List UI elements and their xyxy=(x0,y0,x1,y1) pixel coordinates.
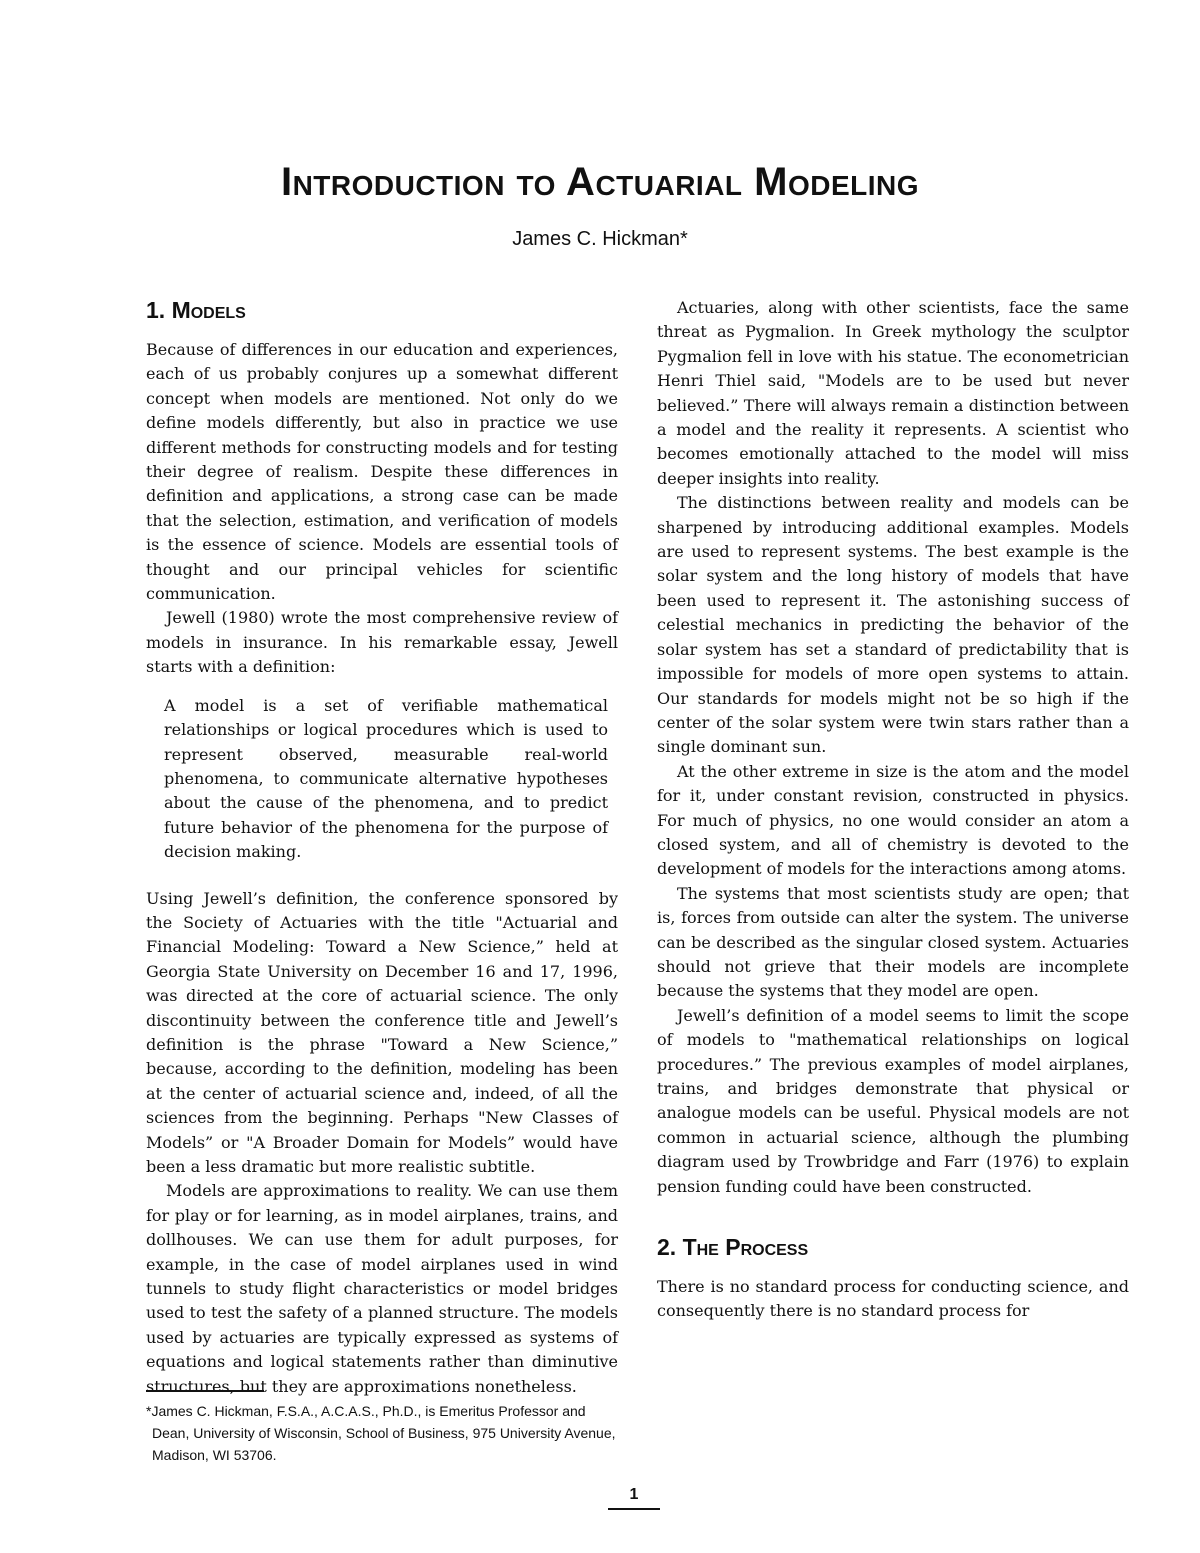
section-2-heading: 2. The Process xyxy=(657,1234,809,1261)
section-1-paragraph-7: At the other extreme in size is the atom and the model for it, under constant revision, constructed in physics. For much of physics, no one would consider an atom a closed system, and all of chemistry is devoted to the development of models for the interactions among atoms. xyxy=(657,761,1129,879)
section-1-paragraph-5: Actuaries, along with other scientists, face the same threat as Pygmalion. In Greek mythology the sculptor Pygmalion fell in love with his statue. The econometrician Henri Thiel said, "Models are to be used but never believed.” There will always remain a distinction between a model and the reality it represents. A scientist who becomes emotionally attached to the model will miss deeper insights into reality. xyxy=(657,298,1129,488)
footnote-text: *James C. Hickman, F.S.A., A.C.A.S., Ph.D., is Emeritus Professor and Dean, University of Wisconsin, School of Business, 975 University Avenue, Madison, WI 53706. xyxy=(146,1403,616,1463)
footnote xyxy=(146,1400,621,1466)
paper-title: Introduction to Actuarial Modeling xyxy=(280,160,920,204)
section-1-paragraph-9: Jewell’s definition of a model seems to limit the scope of models to "mathematical relationships on logical procedures.” The previous examples of model airplanes, trains, and bridges demonstrate that physical or analogue models can be useful. Physical models are not common in actuarial science, although the plumbing diagram used by Trowbridge and Farr (1976) to explain pension funding could have been constructed. xyxy=(657,1005,1129,1196)
section-1-heading: 1. Models xyxy=(146,297,246,323)
section-1-paragraph-8: The systems that most scientists study are open; that is, forces from outside can alter the system. The universe can be described as the singular closed system. Actuaries should not grieve that their models are incomplete because the systems that they model are open. xyxy=(657,883,1129,1001)
author-line: James C. Hickman* xyxy=(512,228,688,250)
section-1-paragraph-1: Because of differences in our education and experiences, each of us probably conjures up a somewhat different concept when models are mentioned. Not only do we define models differently, but also in practice we use different methods for constructing models and for testing their degree of realism. Despite these differences in definition and applications, a strong case can be made that the selection, estimation, and verification of models is the essence of science. Models are essential tools of thought and our principal vehicles for scientific communication. xyxy=(146,340,618,604)
section-1-paragraph-4: Models are approximations to reality. We can use them for play or for learning, as in model airplanes, trains, and dollhouses. We can use them for adult purposes, for example, in the case of model airplanes used in wind tunnels to study flight characteristics or model bridges used to test the safety of a planned structure. The models used by actuaries are typically expressed as systems of equations and logical statements rather than diminutive structures, but they are approximations nonetheless. xyxy=(146,1181,618,1396)
section-1-paragraph-2: Jewell (1980) wrote the most comprehensive review of models in insurance. In his remarkable essay, Jewell starts with a definition: xyxy=(146,608,618,677)
footnote-rule xyxy=(146,1390,264,1392)
section-2-paragraph-1: There is no standard process for conducting science, and consequently there is no standard process for xyxy=(657,1277,1129,1321)
block-quote-definition: A model is a set of verifiable mathematical relationships or logical procedures which is used to represent observed, measurable real-world phenomena, to communicate alternative hypotheses about the cause of the phenomena, and to predict future behavior of the phenomena for the purpose of decision making. xyxy=(164,695,608,862)
section-1-paragraph-3: Using Jewell’s definition, the conference sponsored by the Society of Actuaries with the title "Actuarial and Financial Modeling: Toward a New Science,” held at Georgia State University on December 16 and 17, 1996, was directed at the core of actuarial science. The only discontinuity between the conference title and Jewell’s definition is the phrase "Toward a New Science,” because, according to the definition, modeling has been at the center of actuarial science and, indeed, of all the sciences from the beginning. Perhaps "New Classes of Models” or "A Broader Domain for Models” would have been a less dramatic but more realistic subtitle. xyxy=(146,888,618,1176)
page-number: 1 xyxy=(608,1486,660,1510)
right-column xyxy=(657,296,1129,1324)
left-column xyxy=(146,296,618,1399)
section-1-paragraph-6: The distinctions between reality and models can be sharpened by introducing additional examples. Models are used to represent systems. The best example is the solar system and the long history of models that have been used to represent it. The astonishing success of celestial mechanics in predicting the behavior of the solar system has set a standard of predictability that is impossible for models of more open systems to attain. Our standards for models might not be so high if the center of the solar system were twin stars rather than a single dominant sun. xyxy=(657,493,1129,757)
